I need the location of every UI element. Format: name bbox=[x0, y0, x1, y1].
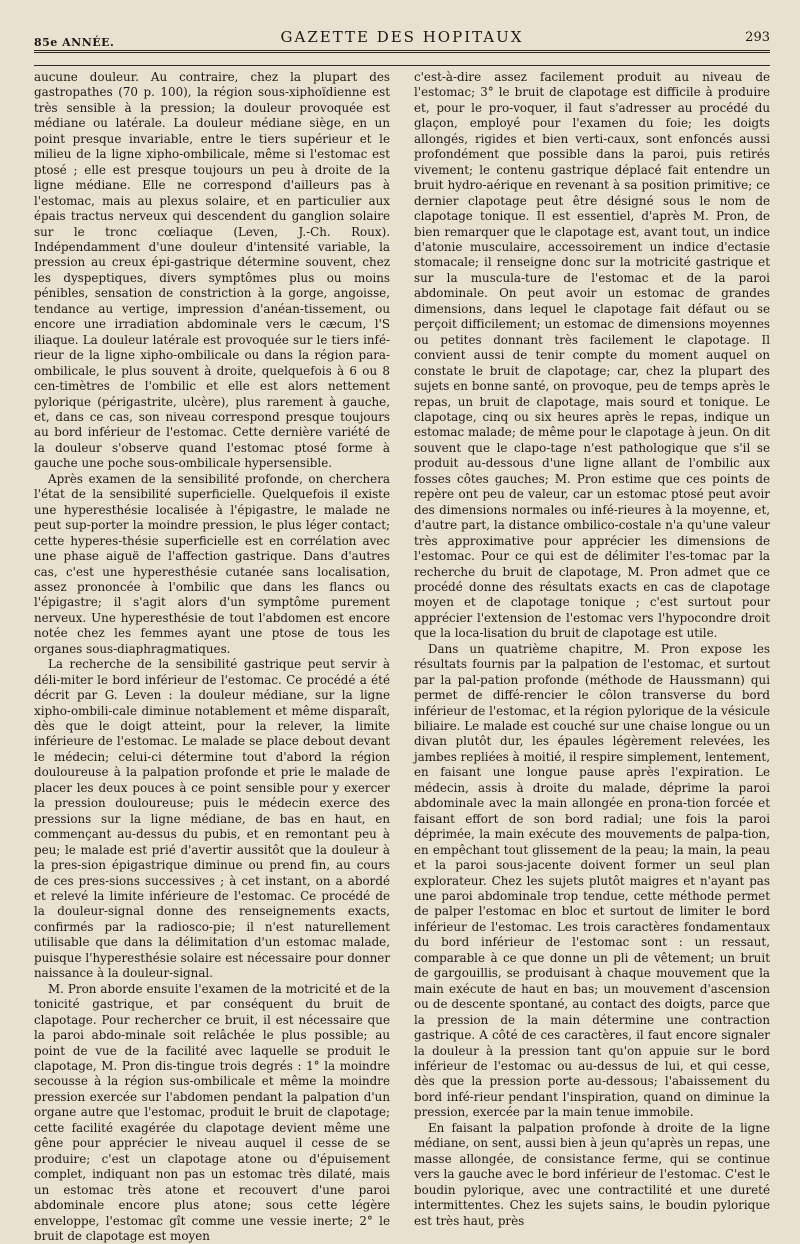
right-column bbox=[414, 70, 770, 1228]
article-columns bbox=[34, 70, 770, 1243]
page-number: 293 bbox=[745, 30, 770, 45]
newspaper-title: GAZETTE DES HOPITAUX bbox=[280, 28, 524, 46]
paragraph: aucune douleur. Au contraire, chez la plupart des gastropathes (70 p. 100), la région sous-xiphoïdienne est très sensible à la pression; la douleur provoquée est médiane ou latérale. La douleur médiane siège, en un point presque invariable, entre le tiers supérieur et le milieu de la ligne xipho-ombilicale, même si l'estomac est ptosé ; elle est presque toujours un peu à droite de la ligne médiane. Elle ne correspond d'ailleurs pas à l'estomac, mais au plexus solaire, et en particulier aux épais tractus nerveux qui descendent du ganglion solaire sur le tronc cœliaque (Leven, J.-Ch. Roux). Indépendamment d'une douleur d'intensité variable, la pression au creux épi-gastrique détermine souvent, chez les dyspeptiques, divers symptômes plus ou moins pénibles, sensation de constriction à la gorge, angoisse, tendance au vertige, impression d'anéan-tissement, ou encore une irradiation abdominale vers le cæcum, l'S iliaque. La douleur latérale est provoquée sur le tiers infé-rieur de la ligne xipho-ombilicale ou dans la région para-ombilicale, le plus souvent à droite, quelquefois à 6 ou 8 cen-timètres de l'ombilic et elle est alors nettement pylorique (périgastrite, ulcère), plus rarement à gauche, et, dans ce cas, son niveau correspond presque toujours au bord inférieur de l'estomac. Cette dernière variété de la douleur s'observe quand l'estomac ptosé forme à gauche une poche sous-ombilicale hypersensible. bbox=[34, 70, 390, 471]
edition-year: 85e ANNÉE. bbox=[34, 36, 115, 49]
paragraph: Après examen de la sensibilité profonde, on cherchera l'état de la sensibilité superficielle. Quelquefois il existe une hyperesthésie localisée à l'épigastre, le malade ne peut sup-porter la moindre pression, le plus léger contact; cette hyperes-thésie superficielle est en corrélation avec une phase aiguë de l'affection gastrique. Dans d'autres cas, c'est une hyperesthésie cutanée sans localisation, assez prononcée à l'ombilic que dans les flancs ou l'épigastre; il s'agit alors d'un symptôme purement nerveux. Une hyperesthésie de tout l'abdomen est encore notée chez les femmes ayant une ptose de tous les organes sous-diaphragmatiques. bbox=[34, 471, 390, 656]
paragraph: En faisant la palpation profonde à droite de la ligne médiane, on sent, aussi bien à jeun qu'après un repas, une masse allongée, de consistance ferme, qui se continue vers la gauche avec le bord inférieur de l'estomac. C'est le boudin pylorique, avec une contractilité et une dureté intermittentes. Chez les sujets sains, le boudin pylorique est très haut, près bbox=[414, 1120, 770, 1228]
paragraph: M. Pron aborde ensuite l'examen de la motricité et de la tonicité gastrique, et par conséquent du bruit de clapotage. Pour rechercher ce bruit, il est nécessaire que la paroi abdo-minale soit relâchée le plus possible; au point de vue de la facilité avec laquelle se produit le clapotage, M. Pron dis-tingue trois degrés : 1° la moindre secousse à la région sus-ombilicale et même la moindre pression exercée sur l'abdomen pendant la palpation d'un organe autre que l'estomac, produit le bruit de clapotage; cette facilité exagérée du clapotage devient même une gêne pour apprécier le niveau auquel il cesse de se produire; c'est un clapotage atone ou d'épuisement complet, indiquant non pas un estomac très dilaté, mais un estomac très atone et recouvert d'une paroi abdominale encore plus atone; sous cette légère enveloppe, l'estomac gît comme une vessie inerte; 2° le bruit de clapotage est moyen bbox=[34, 981, 390, 1243]
page-header bbox=[34, 22, 770, 53]
left-column bbox=[34, 70, 390, 1243]
paragraph: La recherche de la sensibilité gastrique peut servir à déli-miter le bord inférieur de l'estomac. Ce procédé a été décrit par G. Leven : la douleur médiane, sur la ligne xipho-ombili-cale diminue notablement et même disparaît, dès que le doigt atteint, pour la relever, la limite inférieure de l'estomac. Le malade se place debout devant le médecin; celui-ci détermine tout d'abord la région douloureuse à la palpation profonde et prie le malade de placer les deux pouces à ce point sensible pour y exercer la pression douloureuse; puis le médecin exerce des pressions sur la ligne médiane, de bas en haut, en commençant au-dessus du pubis, et en remontant peu à peu; le malade est prié d'avertir aussitôt que la douleur à la pres-sion épigastrique diminue ou prend fin, au cours de ces pres-sions successives ; à cet instant, on a abordé et relevé la limite inférieure de l'estomac. Ce procédé de la douleur-signal donne des renseignements exacts, confirmés par la radiosco-pie; il n'est naturellement utilisable que dans la délimitation d'un estomac malade, puisque l'hyperesthésie solaire est nécessaire pour donner naissance à la douleur-signal. bbox=[34, 657, 390, 981]
paragraph: c'est-à-dire assez facilement produit au niveau de l'estomac; 3° le bruit de clapotage est difficile à produire et, pour le pro-voquer, il faut s'adresser au procédé du glaçon, employé pour l'examen du foie; les doigts allongés, rigides et bien verti-caux, sont enfoncés aussi profondément que possible dans la paroi, puis retirés vivement; le contenu gastrique déplacé fait entendre un bruit hydro-aérique en revenant à sa position primitive; ce dernier clapotage peut être désigné sous le nom de clapotage tonique. Il est essentiel, d'après M. Pron, de bien remarquer que le clapotage est, avant tout, un indice d'atonie musculaire, accessoirement un indice d'ectasie stomacale; il renseigne donc sur la motricité gastrique et sur la muscula-ture de l'estomac et de la paroi abdominale. On peut avoir un estomac de grandes dimensions, dans lequel le clapotage fait défaut ou se perçoit difficilement; un estomac de dimensions moyennes ou petites donnant très facilement le clapotage. Il convient aussi de tenir compte du moment auquel on constate le bruit de clapotage; car, chez la plupart des sujets en bonne santé, on provoque, peu de temps après le repas, un bruit de clapotage, mais sourd et tonique. Le clapotage, cinq ou six heures après le repas, indique un estomac malade; de même pour le clapotage à jeun. On dit souvent que le clapo-tage n'est pathologique que s'il se produit au-dessous d'une ligne allant de l'ombilic aux fosses côtes gauches; M. Pron estime que ces points de repère ont peu de valeur, car un estomac ptosé peut avoir des dimensions normales ou infé-rieures à la moyenne, et, d'autre part, la distance ombilico-costale n'a qu'une valeur très approximative pour apprécier les dimensions de l'estomac. Pour ce qui est de délimiter l'es-tomac par la recherche du bruit de clapotage, M. Pron admet que ce procédé donne des résultats exacts en cas de clapotage moyen et de clapotage tonique ; c'est surtout pour apprécier l'extension de l'estomac vers l'hypocondre droit que la loca-lisation du bruit de clapotage est utile. bbox=[414, 70, 770, 641]
paragraph: Dans un quatrième chapitre, M. Pron expose les résultats fournis par la palpation de l'estomac, et surtout par la pal-pation profonde (méthode de Haussmann) qui permet de diffé-rencier le côlon transverse du bord inférieur de l'estomac, et la région pylorique de la vésicule biliaire. Le malade est couché sur une chaise longue ou un divan plutôt dur, les épaules légèrement relevées, les jambes repliées à moitié, il respire simplement, lentement, en faisant une longue pause après l'expiration. Le médecin, assis à droite du malade, déprime la paroi abdominale avec la main allongée en prona-tion forcée et faisant effort de son bord radial; une fois la paroi déprimée, la main exécute des mouvements de palpa-tion, en empêchant tout glissement de la peau; la main, la peau et la paroi sous-jacente doivent former un seul plan explorateur. Chez les sujets plutôt maigres et n'ayant pas une paroi abdominale trop tendue, cette méthode permet de palper l'estomac en bloc et surtout de limiter le bord inférieur de l'estomac. Les trois caractères fondamentaux du bord inférieur de l'estomac sont : un ressaut, comparable à ce que donne un pli de vêtement; un bruit de gargouillis, se produisant à chaque mouvement que la main exécute de haut en bas; un mouvement d'ascension ou de descente spontané, au contact des doigts, parce que la pression de la main détermine une contraction gastrique. A côté de ces caractères, il faut encore signaler la douleur à la pression tant qu'on appuie sur le bord inférieur de l'estomac ou au-dessus de lui, et qui cesse, dès que la pression porte au-dessous; l'abaissement du bord infé-rieur pendant l'inspiration, quand on diminue la pression, exercée par la main tenue immobile. bbox=[414, 641, 770, 1120]
header-rule bbox=[34, 65, 770, 66]
